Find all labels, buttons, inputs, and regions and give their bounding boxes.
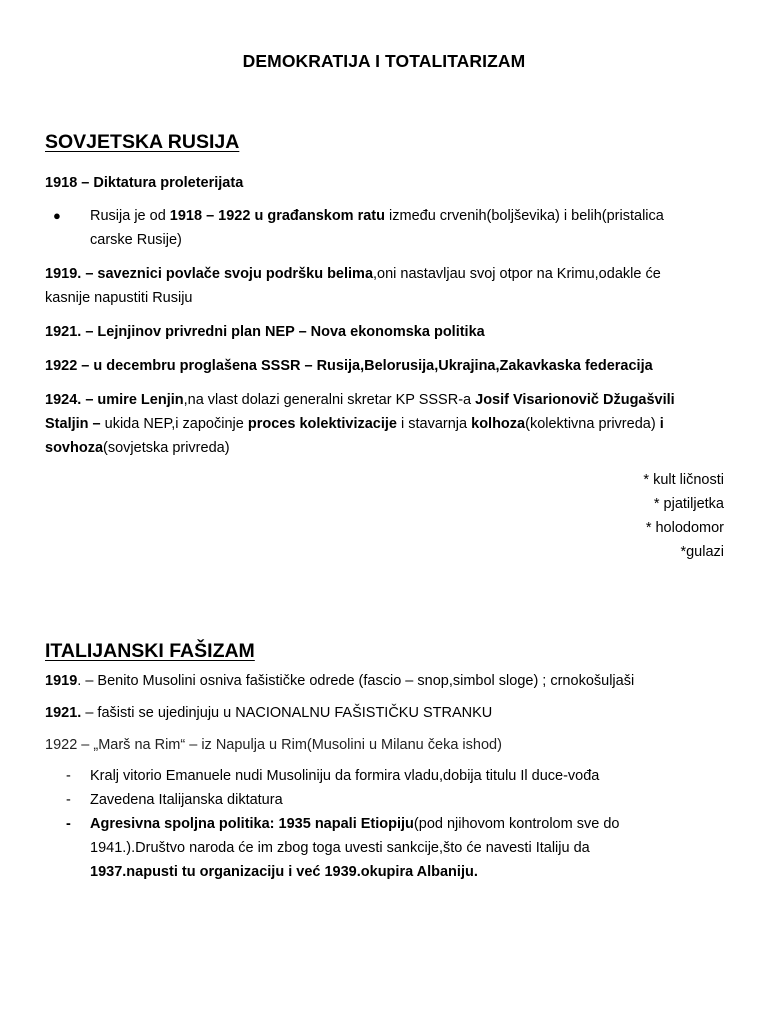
list-item-text: (pod njihovom kontrolom sve do xyxy=(413,816,620,832)
paragraph-bold: 1919. – saveznici povlače svoju podršku belima xyxy=(45,266,374,282)
paragraph-1924 xyxy=(45,388,725,460)
paragraph-bold: Staljin – xyxy=(45,416,105,432)
list-item-bold: 1937.napusti tu organizaciju i već 1939.okupira Albaniju. xyxy=(90,864,478,880)
paragraph-1918: 1918 – Diktatura proleterijata xyxy=(45,175,244,191)
paragraph-1919 xyxy=(45,262,725,310)
paragraph-bold: 1919 xyxy=(45,673,78,689)
paragraph-1921-italy xyxy=(45,701,725,725)
list-item-text: Zavedena Italijanska diktatura xyxy=(90,792,283,808)
paragraph-text: ,na vlast dolazi generalni skretar KP SSSR-a xyxy=(183,392,476,408)
paragraph-1921: 1921. – Lejnjinov privredni plan NEP – Nova ekonomska politika xyxy=(45,324,485,340)
paragraph-bold: Josif Visarionovič Džugašvili xyxy=(475,392,675,408)
list-item-text: 1941.).Društvo naroda će im zbog toga uvesti sankcije,što će navesti Italiju da xyxy=(90,840,590,856)
paragraph-text: . – Benito Musolini osniva fašističke odrede (fascio – snop,simbol sloge) ; crnokošuljaši xyxy=(77,673,635,689)
bullet-text: carske Rusije) xyxy=(90,232,182,248)
paragraph-bold: i xyxy=(659,416,664,432)
paragraph-bold: 1921. xyxy=(45,705,82,721)
paragraph-1922-italy: 1922 – „Marš na Rim“ – iz Napulja u Rim(Musolini u Milanu čeka ishod) xyxy=(45,737,502,753)
list-item-bold: Agresivna spoljna politika: 1935 napali Etiopiju xyxy=(90,816,414,832)
dash-marker: - xyxy=(66,792,71,808)
paragraph-bold: proces kolektivizacije xyxy=(247,416,397,432)
list-item: * pjatiljetka xyxy=(653,496,724,512)
bullet-bold: 1918 – 1922 u građanskom ratu xyxy=(169,208,385,224)
paragraph-text: kasnije napustiti Rusiju xyxy=(45,290,193,306)
paragraph-text: ,oni nastavljau svoj otpor na Krimu,odakle će xyxy=(373,266,661,282)
heading-italijanski-fasizam: ITALIJANSKI FAŠIZAM xyxy=(45,640,255,662)
document-title: DEMOKRATIJA I TOTALITARIZAM xyxy=(242,51,526,71)
paragraph-1919-italy xyxy=(45,669,725,693)
dash-marker: - xyxy=(66,768,71,784)
paragraph-bold: sovhoza xyxy=(45,440,104,456)
paragraph-text: – fašisti se ujedinjuju u NACIONALNU FAŠISTIČKU STRANKU xyxy=(81,705,493,721)
dash-marker: - xyxy=(66,816,71,832)
list-item-text: Kralj vitorio Emanuele nudi Musoliniju da formira vladu,dobija titulu Il duce-vođa xyxy=(90,768,600,784)
bullet-text: Rusija je od xyxy=(90,208,170,224)
paragraph-bold: 1924. – umire Lenjin xyxy=(45,392,184,408)
paragraph-bold: kolhoza xyxy=(471,416,526,432)
paragraph-text: i stavarnja xyxy=(396,416,472,432)
paragraph-text: (kolektivna privreda) xyxy=(525,416,660,432)
paragraph-text: (sovjetska privreda) xyxy=(103,440,230,456)
paragraph-1922: 1922 – u decembru proglašena SSSR – Rusija,Belorusija,Ukrajina,Zakavkaska federacija xyxy=(45,358,653,374)
bullet-icon: ● xyxy=(53,208,61,223)
list-item: *gulazi xyxy=(680,544,724,560)
list-item: * kult ličnosti xyxy=(643,472,724,488)
paragraph-text: ukida NEP,i započinje xyxy=(104,416,248,432)
stalin-era-list xyxy=(643,468,724,564)
bullet-text: između crvenih(boljševika) i belih(pristalica xyxy=(385,208,664,224)
list-item: * holodomor xyxy=(645,520,724,536)
heading-sovjetska-rusija: SOVJETSKA RUSIJA xyxy=(45,131,240,153)
